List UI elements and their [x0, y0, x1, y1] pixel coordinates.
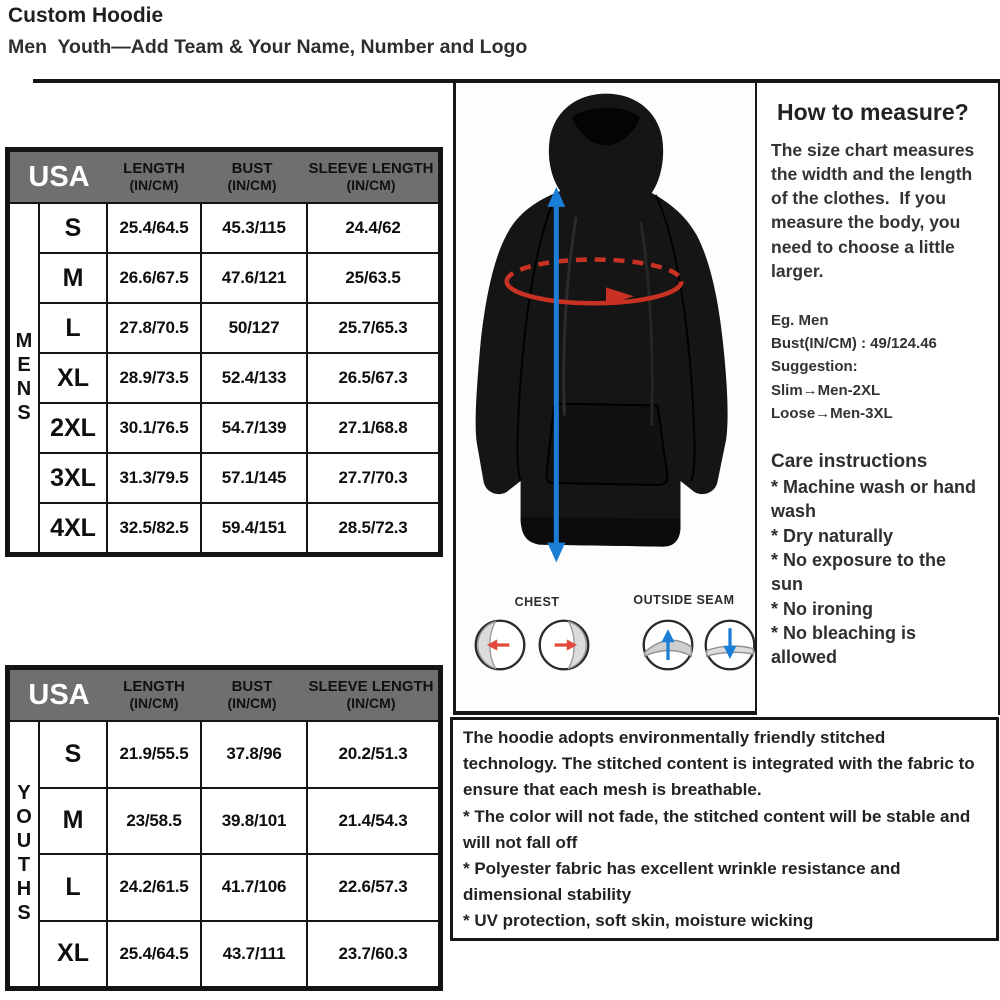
length-cell: 23/58.5 [108, 789, 200, 854]
size-cell: XL [40, 354, 106, 402]
sleeve-cell: 27.7/70.3 [308, 454, 438, 502]
sleeve-cell: 27.1/68.8 [308, 404, 438, 452]
example-line: Eg. Men [771, 311, 829, 329]
measure-example-block [771, 309, 990, 425]
size-cell: 3XL [40, 454, 106, 502]
bust-cell: 59.4/151 [202, 504, 306, 552]
hoodie-product-image [457, 85, 755, 587]
youth-size-grid [40, 722, 438, 986]
description-intro: The hoodie adopts environmentally friendly stitched technology. The stitched content is integrated with the fabric to ensure that each mesh is breathable. [463, 728, 975, 800]
sleeve-cell: 24.4/62 [308, 204, 438, 252]
bust-cell: 52.4/133 [202, 354, 306, 402]
bust-cell: 39.8/101 [202, 789, 306, 854]
bust-cell: 54.7/139 [202, 404, 306, 452]
description-bullet: * The color will not fade, the stitched content will be stable and will not fall off [463, 806, 971, 852]
header-length: LENGTH (IN/CM) [123, 159, 185, 193]
page-subtitle: Men Youth—Add Team & Your Name, Number and Logo [8, 36, 528, 58]
header-sleeve-length: SLEEVE LENGTH (IN/CM) [308, 159, 434, 193]
description-bullet: * Polyester fabric has excellent wrinkle resistance and dimensional stability [463, 858, 901, 905]
length-cell: 31.3/79.5 [108, 454, 200, 502]
header-usa: USA [28, 160, 90, 193]
length-cell: 32.5/82.5 [108, 504, 200, 552]
length-cell: 24.2/61.5 [108, 855, 200, 920]
youth-size-table [5, 665, 443, 991]
chest-measure-left-arrow-icon [472, 617, 528, 673]
mens-group-label: MENS [13, 330, 35, 426]
bust-cell: 45.3/115 [202, 204, 306, 252]
length-arrow-bottom [547, 543, 565, 563]
youth-table-header-row [10, 670, 438, 722]
length-cell: 21.9/55.5 [108, 722, 200, 787]
mens-table-header-row [10, 152, 438, 204]
bust-cell: 47.6/121 [202, 254, 306, 302]
outside-seam-label: OUTSIDE SEAM [633, 593, 735, 607]
size-cell: M [40, 254, 106, 302]
size-cell: L [40, 304, 106, 352]
size-cell: XL [40, 922, 106, 987]
care-item: * Machine wash or hand wash [771, 477, 977, 522]
sleeve-cell: 21.4/54.3 [308, 789, 438, 854]
bust-cell: 41.7/106 [202, 855, 306, 920]
care-instructions-block [771, 451, 990, 669]
sleeve-cell: 25.7/65.3 [308, 304, 438, 352]
care-item: * No bleaching is allowed [771, 622, 917, 668]
hem-band [520, 517, 680, 547]
mens-group-column [10, 204, 40, 552]
product-description-box [450, 717, 999, 941]
sleeve-cell: 28.5/72.3 [308, 504, 438, 552]
size-cell: S [40, 722, 106, 787]
how-to-measure-panel [757, 83, 1000, 715]
length-cell: 26.6/67.5 [108, 254, 200, 302]
bust-cell: 50/127 [202, 304, 306, 352]
sleeve-cell: 20.2/51.3 [308, 722, 438, 787]
care-item: * Dry naturally [771, 525, 894, 546]
sleeve-cell: 22.6/57.3 [308, 855, 438, 920]
sleeve-cell: 23.7/60.3 [308, 922, 438, 987]
size-cell: 2XL [40, 404, 106, 452]
hoodie-measure-panel [453, 83, 757, 715]
seam-measure-up-arrow-icon [640, 617, 696, 673]
mens-size-table [5, 147, 443, 557]
sleeve-cell: 26.5/67.3 [308, 354, 438, 402]
length-cell: 28.9/73.5 [108, 354, 200, 402]
chest-measure-right-arrow-icon [536, 617, 592, 673]
mens-size-grid [40, 204, 438, 552]
bust-cell: 37.8/96 [202, 722, 306, 787]
length-cell: 27.8/70.5 [108, 304, 200, 352]
header-usa: USA [28, 678, 90, 711]
page-title: Custom Hoodie [8, 4, 164, 27]
bust-cell: 43.7/111 [202, 922, 306, 987]
sleeve-cell: 25/63.5 [308, 254, 438, 302]
length-cell: 30.1/76.5 [108, 404, 200, 452]
size-cell: M [40, 789, 106, 854]
example-line: Loose→Men-3XL [771, 404, 893, 422]
youth-group-label: YOUTHS [13, 782, 35, 926]
size-cell: L [40, 855, 106, 920]
care-item: * No ironing [771, 598, 873, 619]
header-length: LENGTH (IN/CM) [123, 677, 185, 711]
description-bullet: * UV protection, soft skin, moisture wicking [463, 911, 814, 931]
example-line: Slim→Men-2XL [771, 381, 881, 399]
example-line: Suggestion: [771, 358, 858, 376]
how-to-measure-intro: The size chart measures the width and the length of the clothes. If you measure the body, you need to choose a little larger. [771, 140, 980, 281]
kangaroo-pocket [546, 404, 667, 485]
header-bust: BUST (IN/CM) [227, 159, 277, 193]
size-cell: S [40, 204, 106, 252]
bust-cell: 57.1/145 [202, 454, 306, 502]
seam-measure-down-arrow-icon [702, 617, 758, 673]
how-to-measure-heading: How to measure? [777, 99, 969, 125]
care-item: * No exposure to the sun [771, 549, 947, 595]
header-bust: BUST (IN/CM) [227, 677, 277, 711]
length-cell: 25.4/64.5 [108, 922, 200, 987]
header-sleeve-length: SLEEVE LENGTH (IN/CM) [308, 677, 434, 711]
example-line: Bust(IN/CM) : 49/124.46 [771, 335, 937, 353]
length-cell: 25.4/64.5 [108, 204, 200, 252]
size-cell: 4XL [40, 504, 106, 552]
chest-label: CHEST [514, 595, 560, 609]
care-instructions-heading: Care instructions [771, 451, 928, 473]
youth-group-column [10, 722, 40, 986]
